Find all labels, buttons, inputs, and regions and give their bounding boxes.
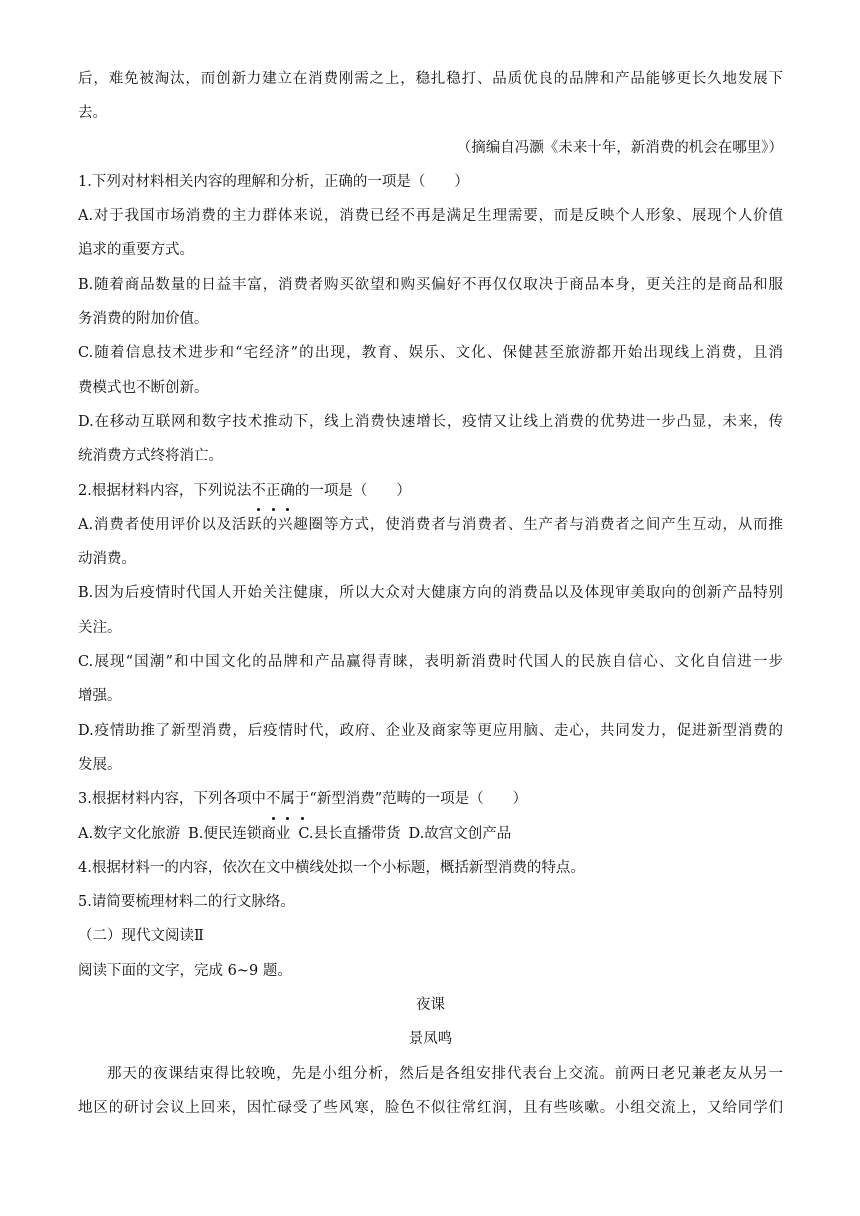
q2-option-c: C.展现“国潮”和中国文化的品牌和产品赢得青睐，表明新消费时代国人的民族自信心、文化自信进一步 xyxy=(78,654,783,671)
story-paragraph-line: 地区的研讨会议上回来，因忙碌受了些风寒，脸色不似往常红润，且有些咳嗽。小组交流上，又给同学们 xyxy=(78,1099,783,1116)
q1-option-c-cont: 费模式也不断创新。 xyxy=(78,379,209,396)
emphasis-char: 不 xyxy=(266,782,281,816)
story-paragraph-line: 那天的夜课结束得比较晚，先是小组分析，然后是各组安排代表台上交流。前两日老兄兼老友从另一 xyxy=(107,1065,783,1082)
q2-option-d-cont: 发展。 xyxy=(78,756,122,773)
q2-option-d: D.疫情助推了新型消费，后疫情时代，政府、企业及商家等更应用脑、走心，共同发力，促进新型消费的 xyxy=(78,722,783,739)
emphasis-char: 正 xyxy=(266,474,281,508)
q3-options xyxy=(78,817,783,851)
q3-stem-pre: 3.根据材料内容，下列各项中 xyxy=(78,791,266,808)
q2-stem-pre: 2.根据材料内容，下列说法 xyxy=(78,482,252,499)
q3-option-d: D.故宫文创产品 xyxy=(408,825,512,842)
section-instruction: 阅读下面的文字，完成 6~9 题。 xyxy=(78,962,292,979)
q1-option-c: C.随着信息技术进步和“宅经济”的出现，教育、娱乐、文化、保健甚至旅游都开始出现线上消费，且消 xyxy=(78,345,783,362)
q2-option-a-cont: 动消费。 xyxy=(78,551,136,568)
emphasis-char: 属 xyxy=(280,782,295,816)
emphasis-char: 于 xyxy=(295,782,310,816)
q1-option-a-cont: 追求的重要方式。 xyxy=(78,242,194,259)
q3-stem-post: “新型消费”范畴的一项是（ ） xyxy=(309,791,528,808)
question-3-stem xyxy=(78,782,783,816)
q1-option-d: D.在移动互联网和数字技术推动下，线上消费快速增长，疫情又让线上消费的优势进一步凸显，未来，传 xyxy=(78,413,783,430)
q1-option-d-cont: 统消费方式终将消亡。 xyxy=(78,448,223,465)
q3-option-b: B.便民连锁商业 xyxy=(188,825,291,842)
q2-option-c-cont: 增强。 xyxy=(78,688,122,705)
story-author: 景凤鸣 xyxy=(408,1031,453,1048)
q2-option-b-cont: 关注。 xyxy=(78,619,122,636)
q1-option-b: B.随着商品数量的日益丰富，消费者购买欲望和购买偏好不再仅仅取决于商品本身，更关注的是商品和服 xyxy=(78,276,783,293)
passage-line: 后，难免被淘汰，而创新力建立在消费刚需之上，稳扎稳打、品质优良的品牌和产品能够更长久地发展下 xyxy=(78,71,783,87)
q2-option-a: A.消费者使用评价以及活跃的兴趣圈等方式，使消费者与消费者、生产者与消费者之间产生互动，从而推 xyxy=(78,516,783,533)
emphasis-char: 不 xyxy=(251,474,266,508)
question-1-stem: 1.下列对材料相关内容的理解和分析，正确的一项是（ ） xyxy=(78,173,469,190)
q2-stem-post: 的一项是（ ） xyxy=(294,482,411,499)
document-page xyxy=(78,62,783,1125)
source-citation: （摘编自冯灏《未来十年，新消费的机会在哪里》） xyxy=(456,139,783,156)
q1-option-a: A.对于我国市场消费的主力群体来说，消费已经不再是满足生理需要，而是反映个人形象、展现个人价值 xyxy=(78,208,783,225)
q2-option-b: B.因为后疫情时代国人开始关注健康，所以大众对大健康方向的消费品以及体现审美取向的创新产品特别 xyxy=(78,585,783,602)
q1-option-b-cont: 务消费的附加价值。 xyxy=(78,311,209,328)
story-title: 夜课 xyxy=(416,997,445,1014)
section-heading: （二）现代文阅读Ⅱ xyxy=(78,928,204,945)
question-5-stem: 5.请简要梳理材料二的行文脉络。 xyxy=(78,894,295,911)
question-2-stem xyxy=(78,474,783,508)
passage-line: 去。 xyxy=(78,105,107,122)
q3-option-a: A.数字文化旅游 xyxy=(78,825,181,842)
emphasis-char: 确 xyxy=(280,474,295,508)
question-4-stem: 4.根据材料一的内容，依次在文中横线处拟一个小标题，概括新型消费的特点。 xyxy=(78,859,585,876)
q3-option-c: C.县长直播带货 xyxy=(298,825,401,842)
